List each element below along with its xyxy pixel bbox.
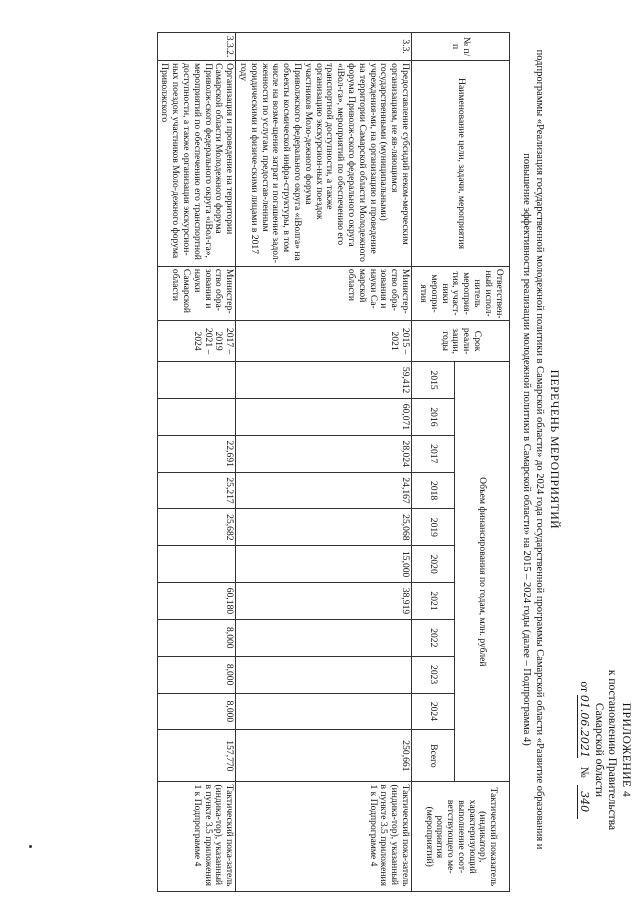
scan-speck bbox=[29, 845, 32, 848]
row-value-2023 bbox=[236, 656, 412, 693]
row-executor: Министер-ство обра-зования и науки Самарской области bbox=[157, 266, 236, 320]
row-value-2022: 8,000 bbox=[157, 619, 236, 656]
row-value-2016 bbox=[157, 399, 236, 436]
header-row bbox=[455, 33, 510, 892]
row-value-2019: 25,068 bbox=[236, 509, 412, 546]
row-value-2016: 60,071 bbox=[236, 399, 412, 436]
header-num: № п/п bbox=[412, 33, 510, 61]
header-executor: Ответствен-ный испол-нитель мероприя-тия, участ-ники меропри-ятия bbox=[412, 266, 510, 320]
header-financing: Объем финансирования по годам, млн. рублей bbox=[455, 362, 510, 782]
number-sign: № bbox=[578, 766, 591, 778]
row-indicator: Тактический пока-затель (индика-тор), указанный в пункте 3.5 приложения 1 к Подпрограмме 4 bbox=[157, 782, 236, 892]
row-indicator: Тактический пока-затель (индика-тор), указанный в пункте 3.5 приложения 1 к Подпрограмме 4 bbox=[236, 782, 412, 892]
row-value-2015 bbox=[157, 362, 236, 399]
row-value-total: 250,661 bbox=[236, 730, 412, 782]
row-value-2022 bbox=[236, 619, 412, 656]
header-term: Срок реали-зации, годы bbox=[412, 321, 510, 362]
appendix-line3: Самарской области bbox=[593, 702, 605, 798]
row-term: 2015 – 2021 bbox=[236, 321, 412, 362]
row-value-2015: 59,412 bbox=[236, 362, 412, 399]
row-value-2017: 28,024 bbox=[236, 435, 412, 472]
handwritten-number: 340 bbox=[577, 785, 592, 819]
table-row bbox=[157, 33, 236, 892]
heading-block bbox=[520, 0, 561, 899]
row-value-2024 bbox=[236, 693, 412, 730]
measures-table bbox=[157, 32, 510, 892]
header-year: 2018 bbox=[412, 472, 455, 509]
row-value-2018: 25,217 bbox=[157, 472, 236, 509]
header-year: 2015 bbox=[412, 362, 455, 399]
header-year: 2019 bbox=[412, 509, 455, 546]
appendix-line2: к постановлению Правительства bbox=[606, 669, 619, 831]
header-year: 2022 bbox=[412, 619, 455, 656]
date-prefix: от bbox=[578, 681, 591, 693]
header-name: Наименование цели, задачи, мероприятия bbox=[412, 61, 510, 267]
row-term: 2017 – 2019 2021 – 2024 bbox=[157, 321, 236, 362]
row-value-2021: 38,919 bbox=[236, 583, 412, 620]
heading-line2: повышение эффективности реализации молодежной политики в Самарской области» на 2015 – 2024 годы (далее – Подпрограмма 4) bbox=[521, 153, 532, 746]
header-indicator: Тактический показатель (индикатор), характеризующий выполнение соот-ветствующего ме-роприятия (мероприятий) bbox=[412, 782, 510, 892]
appendix-title: ПРИЛОЖЕНИЕ 4 bbox=[620, 702, 632, 798]
row-value-2021: 60,180 bbox=[157, 583, 236, 620]
header-year: 2023 bbox=[412, 656, 455, 693]
header-year: 2021 bbox=[412, 583, 455, 620]
header-year: 2016 bbox=[412, 399, 455, 436]
header-total: Всего bbox=[412, 730, 455, 782]
handwritten-date: 01.06.2021 bbox=[578, 694, 592, 758]
row-value-2020: 15,000 bbox=[236, 546, 412, 583]
row-value-2023: 8,000 bbox=[157, 656, 236, 693]
heading-title: ПЕРЕЧЕНЬ МЕРОПРИЯТИЙ bbox=[548, 369, 560, 530]
row-value-2018: 24,167 bbox=[236, 472, 412, 509]
row-value-total: 157,770 bbox=[157, 730, 236, 782]
row-name: Организация и проведение на территории Самарской области Молодежного форума Приволж-ского федерального округа «iВол-га», мероприятий по обеспечению его транспортной доступности, а также организация экскурсион-ных поездок участников Моло-дежного форума Приволжского bbox=[157, 61, 236, 267]
header-year: 2020 bbox=[412, 546, 455, 583]
table-row bbox=[236, 33, 412, 892]
row-name: Предоставление субсидий неком-мерческим организациям, не яв-ляющимся государственными (муниципальными) учреждения-ми, на организацию и проведение на территории Самарской области Молодежного форума Приволж-ского федерального округа «iВол-га», мероприятий по обеспечению его транспортной доступности, а также организацию экскурсион-ных поездок участников Моло-дежного форума Приволжского федерального округа «iВолга» на объекты космической инфра-структуры, в том числе на возме-щение затрат и погашение задол-женности по услугам, предостав-ленным юридическими и физиче-скими лицами в 2017 году bbox=[236, 61, 412, 267]
row-executor: Министер-ство обра-зования и науки Са-марской области bbox=[236, 266, 412, 320]
row-value-2019: 25,682 bbox=[157, 509, 236, 546]
row-value-2024: 8,000 bbox=[157, 693, 236, 730]
row-value-2020 bbox=[157, 546, 236, 583]
row-value-2017: 22,691 bbox=[157, 435, 236, 472]
header-year: 2024 bbox=[412, 693, 455, 730]
row-num: 3.3.2. bbox=[157, 33, 236, 61]
row-num: 3.3. bbox=[236, 33, 412, 61]
heading-line1: подпрограммы «Реализация государственной молодежной политики в Самарской области» до 2024 года государственной программы Самарской области «Развитие образования и bbox=[534, 49, 546, 850]
header-year: 2017 bbox=[412, 435, 455, 472]
appendix-date-line bbox=[577, 640, 592, 860]
appendix-block bbox=[577, 640, 632, 860]
